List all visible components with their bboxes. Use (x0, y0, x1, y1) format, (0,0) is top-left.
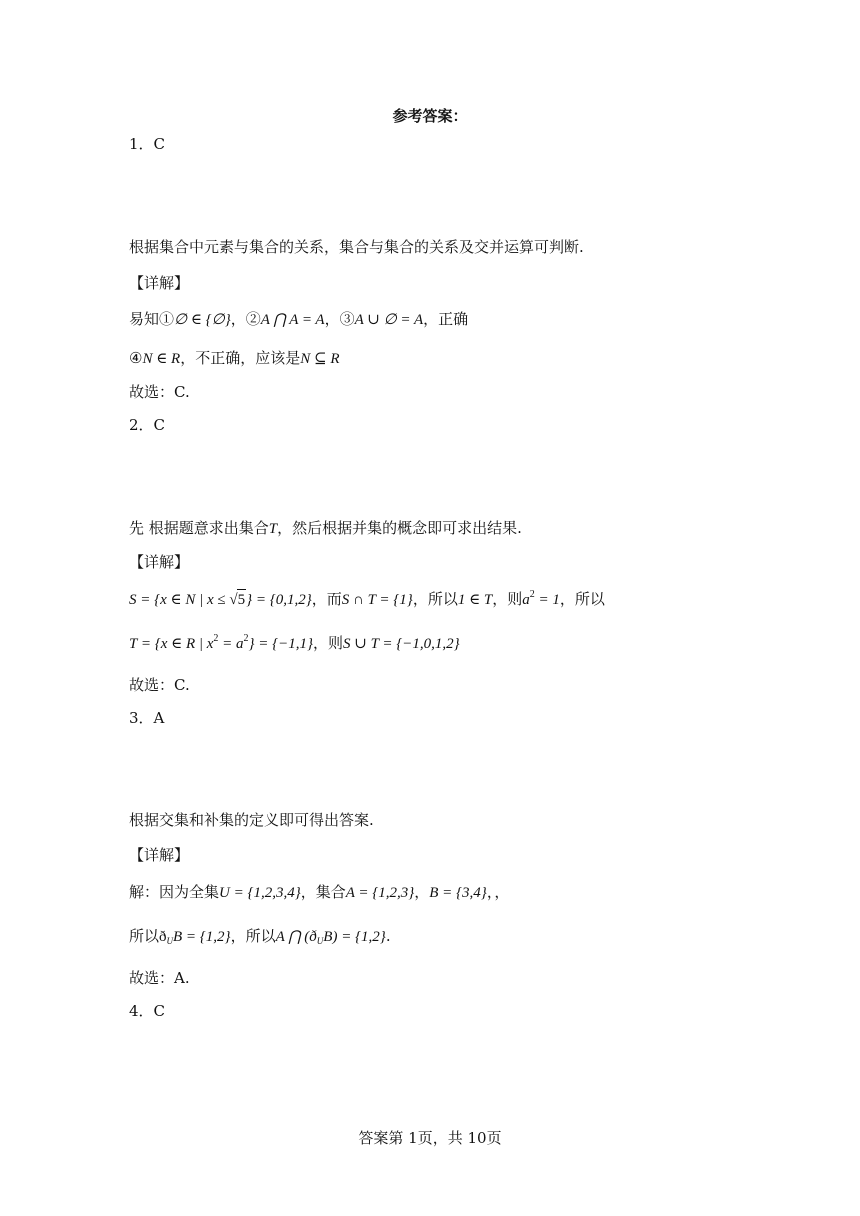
q3-number: 3．A (129, 709, 165, 727)
math: A ⋂ A = A (260, 312, 325, 328)
q1-detail-label: 【详解】 (129, 274, 190, 292)
text: 易知① (129, 310, 175, 328)
math: T (268, 521, 278, 537)
text: ，而 (311, 590, 342, 608)
text: . (385, 927, 391, 945)
math: U = {1,2,3,4} (219, 885, 301, 901)
text: ④ (129, 349, 143, 367)
q2-detail-line-2 (129, 633, 460, 654)
q3-detail-line-2 (129, 926, 391, 947)
text: 解：因为全集 (129, 883, 220, 901)
math: ∅ ∈ {∅} (174, 312, 231, 328)
q1-detail-line-2 (129, 348, 340, 369)
math: A ⋂ (ð (275, 929, 317, 945)
q2-detail-line-1: S = {x ∈ N | x ≤ √5} = {0,1,2}，而S ∩ T = {1}，所以1 ∈ T，则$a^2 = 1$，所以 (129, 589, 605, 608)
text: ，所以 (559, 590, 605, 608)
text: ， (414, 883, 430, 901)
math: B) = {1,2} (323, 929, 386, 945)
page-footer: 答案第 1页，共 10页 (358, 1129, 502, 1147)
text: ，正确 (423, 310, 469, 328)
q2-analysis (129, 518, 522, 539)
q3-detail-line-1 (129, 882, 509, 903)
text: 所以 (129, 927, 160, 945)
q2-number: 2．C (129, 416, 166, 434)
text: ，然后根据并集的概念即可求出结果. (277, 519, 522, 537)
sqrt-radicand: 5 (237, 589, 247, 610)
math: N ⊆ R (300, 351, 340, 367)
math: 1 ∈ T (457, 592, 493, 608)
math: S ∪ T = {−1,0,1,2} (343, 636, 460, 652)
q3-conclusion: 故选：A. (129, 969, 190, 987)
math: B = {3,4} (429, 885, 487, 901)
q2-detail-label: 【详解】 (129, 553, 190, 571)
superscript: 2 (243, 633, 249, 644)
subscript: U (316, 936, 324, 946)
text: ，② (230, 310, 261, 328)
q3-analysis: 根据交集和补集的定义即可得出答案. (129, 811, 374, 829)
q1-conclusion: 故选：C. (129, 383, 190, 401)
text: ，集合 (300, 883, 346, 901)
q1-analysis: 根据集合中元素与集合的关系，集合与集合的关系及交并运算可判断. (129, 238, 584, 256)
text: ，不正确，应该是 (180, 349, 301, 367)
text: 先 根据题意求出集合 (129, 519, 269, 537)
complement-symbol: ð (159, 929, 167, 945)
superscript: 2 (213, 633, 219, 644)
math: N ∈ R (142, 351, 181, 367)
math: } = {0,1,2} (246, 592, 312, 608)
q4-number: 4．C (129, 1002, 166, 1020)
text: ，所以 (230, 927, 276, 945)
math: } = {−1,1} (248, 636, 314, 652)
text: ，则 (313, 634, 344, 652)
math: B = {1,2} (173, 929, 231, 945)
q3-detail-label: 【详解】 (129, 846, 190, 864)
subscript: U (166, 936, 174, 946)
q1-number: 1．C (129, 135, 166, 153)
math: S ∩ T = {1} (341, 592, 413, 608)
page-title: 参考答案： (392, 107, 468, 125)
text: ，， (486, 883, 510, 901)
superscript: 2 (529, 589, 535, 600)
math: S = {x ∈ N | x ≤ (129, 592, 230, 608)
math: A = {1,2,3} (345, 885, 415, 901)
math: a (522, 592, 530, 608)
text: ，所以 (412, 590, 458, 608)
math: T = {x ∈ R | x (129, 636, 214, 652)
q2-conclusion: 故选：C. (129, 676, 190, 694)
q1-detail-line-1 (129, 309, 468, 330)
text: ，③ (324, 310, 355, 328)
math: A ∪ ∅ = A (354, 312, 424, 328)
math: = a (218, 636, 244, 652)
text: ，则 (492, 590, 523, 608)
math: = 1 (534, 592, 560, 608)
